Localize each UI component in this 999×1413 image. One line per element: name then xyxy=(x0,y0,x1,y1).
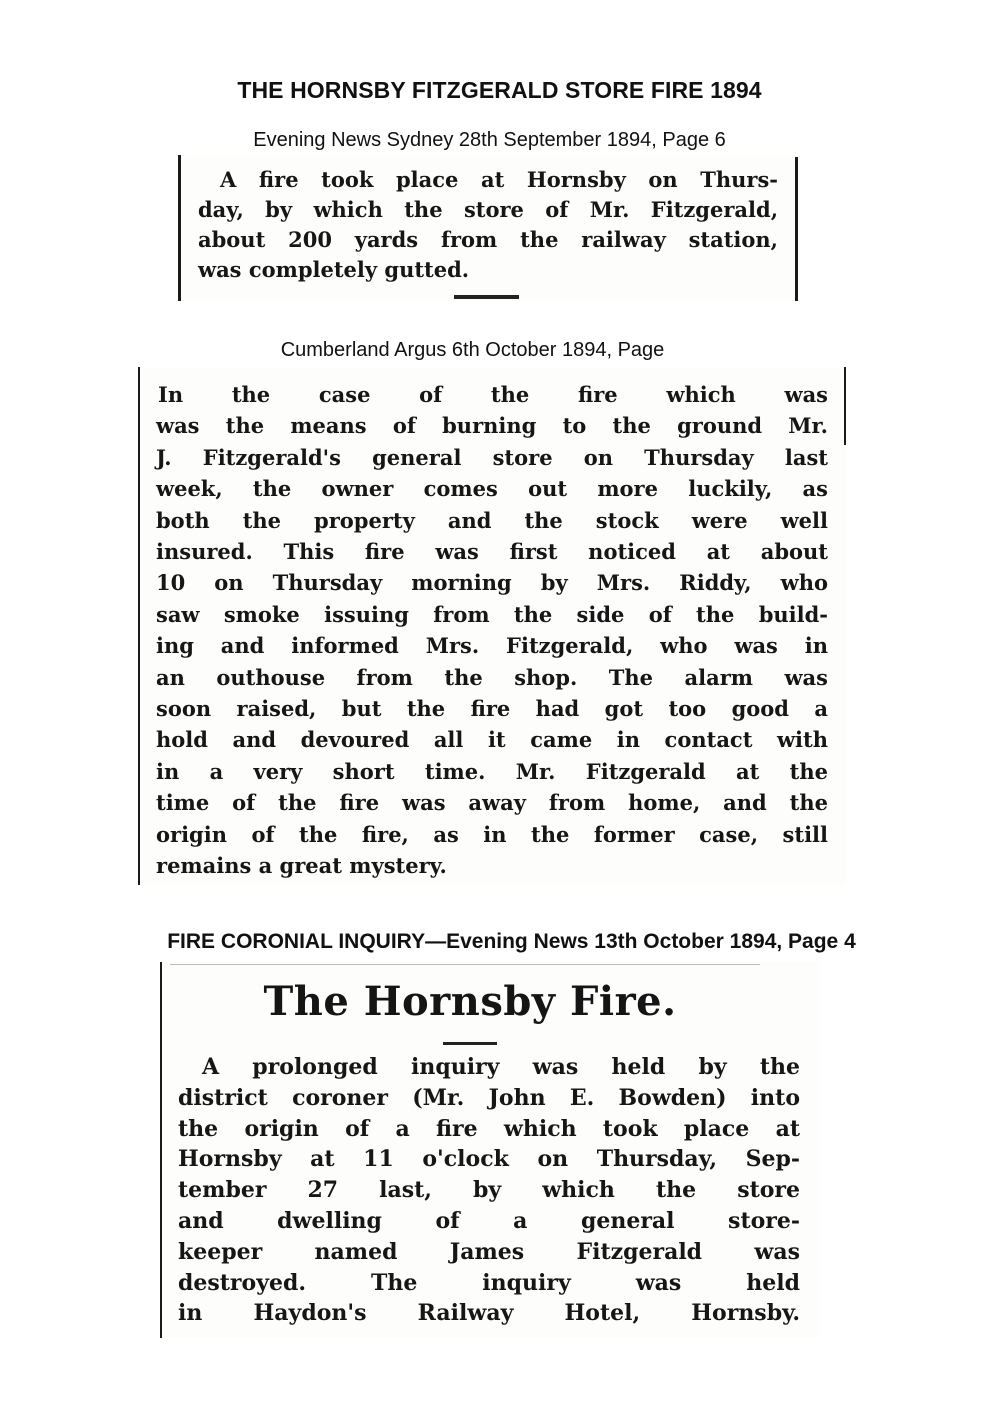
column-rule-right xyxy=(795,157,798,301)
text-line: remains a great mystery. xyxy=(156,853,447,879)
text-line: district coroner (Mr. John E. Bowden) into xyxy=(178,1084,800,1111)
column-rule-left xyxy=(138,367,140,885)
text-line: keeper named James Fitzgerald was xyxy=(178,1238,800,1265)
text-line: Hornsby at 11 o'clock on Thursday, Sep- xyxy=(178,1146,800,1173)
top-rule xyxy=(170,964,760,965)
text-line: soon raised, but the fire had got too good a xyxy=(156,696,828,722)
text-line: J. Fitzgerald's general store on Thursday last xyxy=(156,444,828,470)
text-line: both the property and the stock were well xyxy=(156,507,828,533)
text-line: was the means of burning to the ground Mr. xyxy=(156,413,828,439)
text-line: In the case of the fire which was xyxy=(158,382,828,407)
text-line: about 200 yards from the railway station, xyxy=(198,227,778,252)
text-line: destroyed. The inquiry was held xyxy=(178,1269,800,1296)
text-line: was completely gutted. xyxy=(198,257,470,282)
text-line: A fire took place at Hornsby on Thurs- xyxy=(220,167,778,192)
text-line: 10 on Thursday morning by Mrs. Riddy, who xyxy=(156,570,828,596)
clipping-2-caption: Cumberland Argus 6th October 1894, Page xyxy=(280,339,665,361)
section-divider xyxy=(443,1042,497,1045)
text-line: an outhouse from the shop. The alarm was xyxy=(156,664,828,690)
clipping-2-text xyxy=(156,379,828,882)
clipping-1-text xyxy=(198,165,778,285)
text-line: origin of the fire, as in the former case, still xyxy=(156,821,828,847)
text-line: tember 27 last, by which the store xyxy=(178,1177,800,1204)
text-line: hold and devoured all it came in contact with xyxy=(156,727,828,753)
text-line: week, the owner comes out more luckily, as xyxy=(156,476,828,502)
newspaper-clipping-3 xyxy=(160,962,820,1338)
clipping-3-caption: FIRE CORONIAL INQUIRY—Evening News 13th October 1894, Page 4 xyxy=(167,930,856,953)
newspaper-clipping-1 xyxy=(178,155,798,301)
text-line: ing and informed Mrs. Fitzgerald, who was in xyxy=(156,633,828,659)
text-line: A prolonged inquiry was held by the xyxy=(202,1054,800,1080)
text-line: time of the fire was away from home, and the xyxy=(156,790,828,816)
text-line: saw smoke issuing from the side of the build- xyxy=(156,601,828,627)
text-line: and dwelling of a general store- xyxy=(178,1207,800,1234)
column-rule-right xyxy=(844,367,846,445)
section-divider xyxy=(454,295,519,299)
page-title: THE HORNSBY FITZGERALD STORE FIRE 1894 xyxy=(237,77,762,103)
article-headline: The Hornsby Fire. xyxy=(263,978,677,1025)
clipping-1-caption: Evening News Sydney 28th September 1894, Page 6 xyxy=(253,129,726,151)
text-line: in a very short time. Mr. Fitzgerald at the xyxy=(156,758,828,784)
newspaper-clipping-2 xyxy=(138,367,846,885)
text-line: the origin of a fire which took place at xyxy=(178,1115,800,1142)
text-line: in Haydon's Railway Hotel, Hornsby. xyxy=(178,1300,800,1327)
text-line: day, by which the store of Mr. Fitzgerald, xyxy=(198,197,778,222)
column-rule-left xyxy=(178,155,181,301)
text-line: insured. This fire was first noticed at about xyxy=(156,539,828,565)
clipping-3-text xyxy=(178,1052,800,1329)
